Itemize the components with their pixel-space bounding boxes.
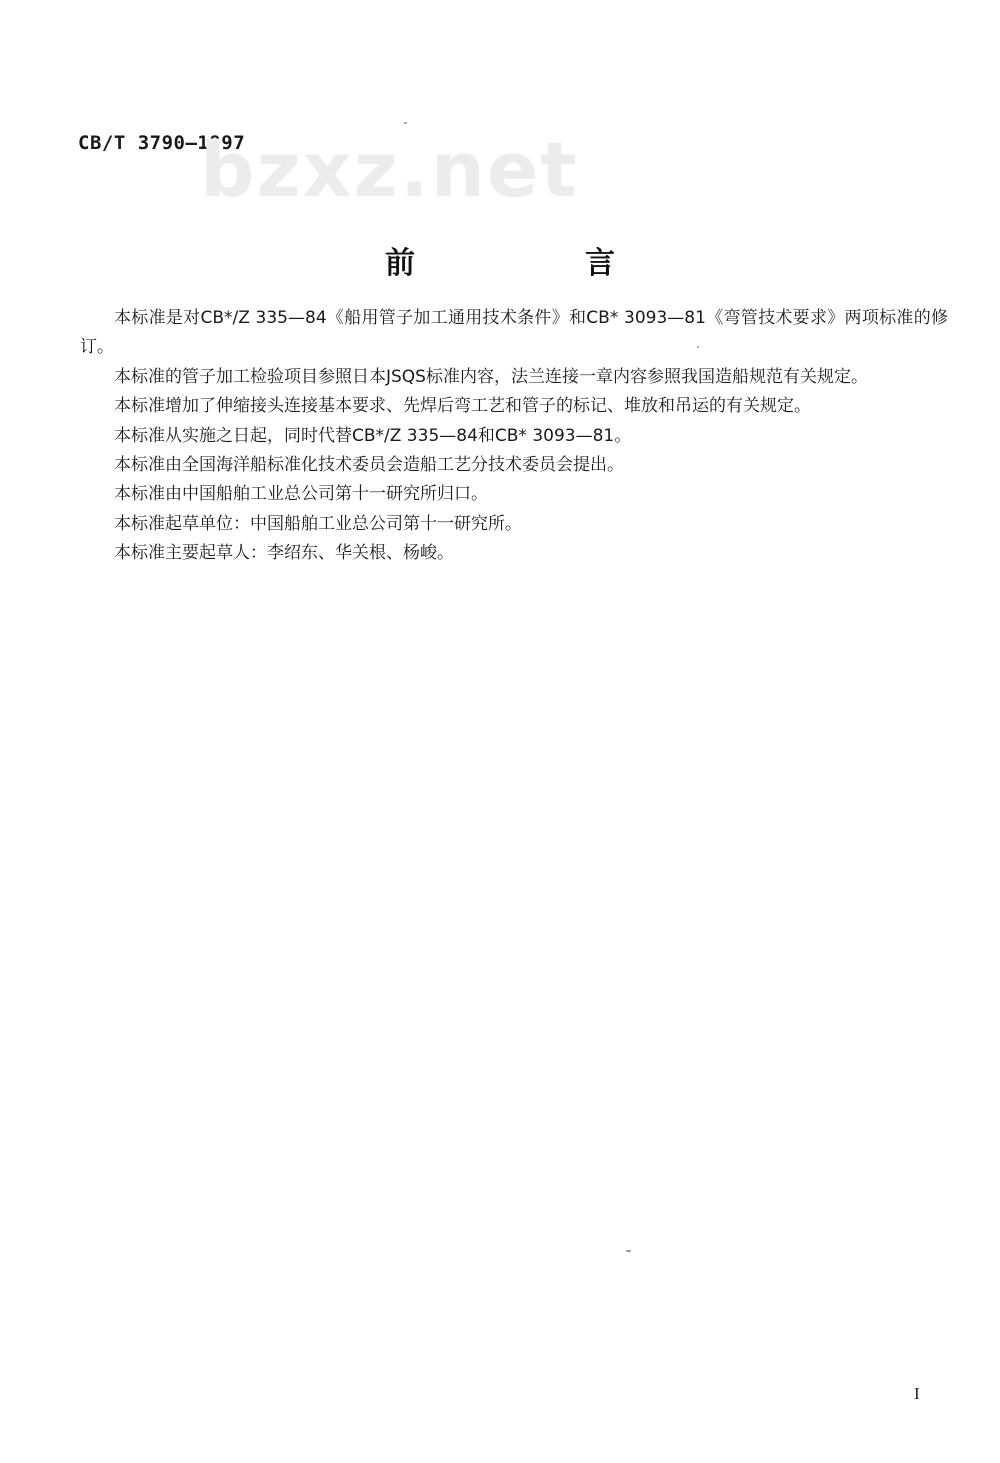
paragraph-proposer: 本标准由全国海洋船标准化技术委员会造船工艺分技术委员会提出。 — [114, 455, 624, 476]
paragraph-replacement: 本标准从实施之日起，同时代替CB*/Z 335—84和CB* 3093—81。 — [114, 425, 632, 446]
site-watermark: bzxz.net — [200, 125, 579, 214]
paragraph-additions: 本标准增加了伸缩接头连接基本要求、先焊后弯工艺和管子的标记、堆放和吊运的有关规定。 — [114, 396, 811, 417]
page-number: I — [914, 1384, 920, 1403]
paragraph-drafters: 本标准主要起草人：李绍东、华关根、杨峻。 — [114, 543, 454, 564]
paragraph-revision: 本标准是对CB*/Z 335—84《船用管子加工通用技术条件》和CB* 3093—81《弯管技术要求》两项标准的修订。 — [80, 308, 948, 358]
scan-speck — [697, 346, 699, 348]
paragraph-administrator: 本标准由中国船舶工业总公司第十一研究所归口。 — [114, 484, 488, 505]
foreword-body — [80, 304, 948, 569]
scan-speck — [626, 1250, 631, 1252]
standard-code: CB/T 3790—1997 — [78, 132, 246, 154]
scan-speck — [404, 122, 407, 124]
paragraph-drafting-unit: 本标准起草单位：中国船舶工业总公司第十一研究所。 — [114, 513, 522, 534]
paragraph-references: 本标准的管子加工检验项目参照日本JSQS标准内容，法兰连接一章内容参照我国造船规范有关规定。 — [114, 366, 868, 387]
page-title: 前 言 — [385, 246, 685, 281]
